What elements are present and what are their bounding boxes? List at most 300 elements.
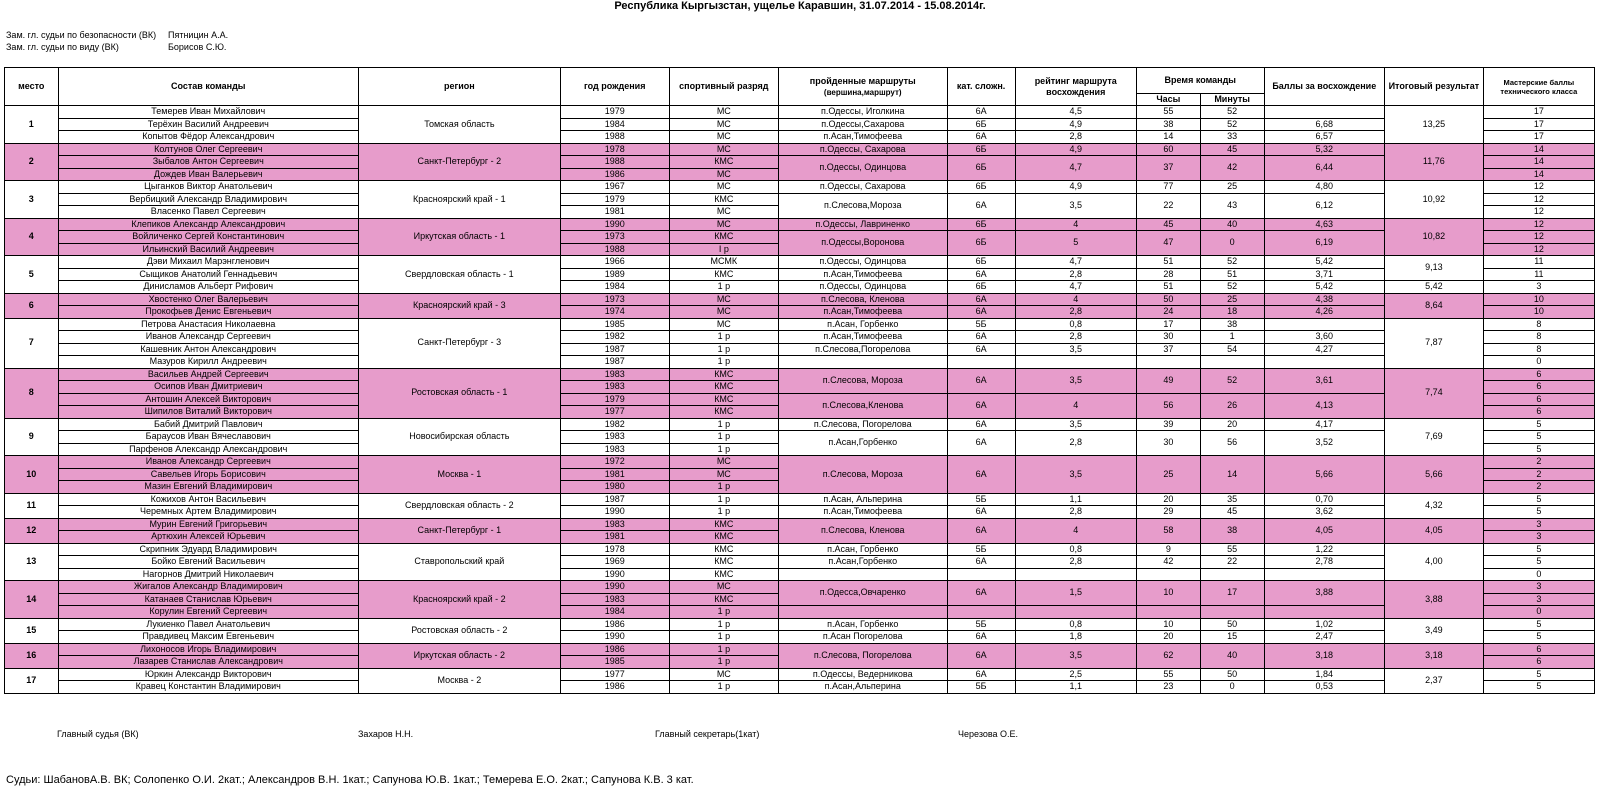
results-body (5, 106, 1595, 694)
member-name-cell: Копытов Фёдор Александрович (58, 131, 359, 144)
deputy-safety-role: Зам. гл. судьи по безопасности (ВК) (6, 30, 157, 40)
total-result-cell: 7,74 (1384, 368, 1483, 418)
hours-cell: 56 (1136, 393, 1200, 418)
birth-year-cell: 1973 (560, 293, 669, 306)
table-row (5, 556, 1595, 569)
table-row (5, 293, 1595, 306)
route-cell: п.Асан,Тимофеева (778, 331, 947, 344)
sport-rank-cell: МС (669, 168, 778, 181)
sport-rank-cell: 1 р (669, 643, 778, 656)
minutes-cell: 25 (1200, 181, 1264, 194)
total-result-cell: 5,66 (1384, 456, 1483, 494)
sport-rank-cell: КМС (669, 593, 778, 606)
hours-cell: 23 (1136, 681, 1200, 694)
birth-year-cell: 1990 (560, 581, 669, 594)
judges-list: Судьи: ШабановА.В. ВК; Солопенко О.И. 2кат.; Александров В.Н. 1кат.; Сапунова Ю.В. 1кат.; Темерева Е.О. 2кат.; Сапунова К.В. 3 кат. (6, 774, 694, 786)
member-name-cell: Скрипник Эдуард Владимирович (58, 543, 359, 556)
sport-rank-cell: КМС (669, 231, 778, 244)
region-cell: Иркутская область - 2 (359, 643, 561, 668)
category-cell: 6А (947, 268, 1015, 281)
master-points-cell: 6 (1483, 381, 1594, 394)
route-cell: п.Одессы,Сахарова (778, 118, 947, 131)
category-cell: 6А (947, 581, 1015, 606)
table-row (5, 268, 1595, 281)
minutes-cell: 38 (1200, 318, 1264, 331)
place-cell: 10 (5, 456, 59, 494)
sport-rank-cell: 1 р (669, 506, 778, 519)
ascent-points-cell: 6,57 (1264, 131, 1384, 144)
member-name-cell: Шипилов Виталий Викторович (58, 406, 359, 419)
master-points-cell: 8 (1483, 318, 1594, 331)
member-name-cell: Мазуров Кирилл Андреевич (58, 356, 359, 369)
route-rating-cell: 4,7 (1015, 156, 1136, 181)
birth-year-cell: 1969 (560, 556, 669, 569)
total-result-cell: 2,37 (1384, 668, 1483, 693)
ascent-points-cell: 1,02 (1264, 618, 1384, 631)
minutes-cell: 50 (1200, 618, 1264, 631)
category-cell: 6Б (947, 231, 1015, 256)
table-row (5, 581, 1595, 594)
route-cell: п.Асан,Тимофеева (778, 506, 947, 519)
sport-rank-cell: МС (669, 293, 778, 306)
category-cell: 6А (947, 556, 1015, 569)
sport-rank-cell: КМС (669, 268, 778, 281)
total-result-cell: 10,92 (1384, 181, 1483, 219)
master-points-cell: 6 (1483, 368, 1594, 381)
hours-cell (1136, 606, 1200, 619)
hours-cell: 37 (1136, 343, 1200, 356)
ascent-points-cell: 3,71 (1264, 268, 1384, 281)
region-cell: Ростовская область - 1 (359, 368, 561, 418)
ascent-points-cell: 3,52 (1264, 431, 1384, 456)
table-row (5, 143, 1595, 156)
route-cell: п.Одесса,Овчаренко (778, 581, 947, 606)
sport-rank-cell: МСМК (669, 256, 778, 269)
ascent-points-cell: 3,88 (1264, 581, 1384, 606)
master-points-cell: 0 (1483, 606, 1594, 619)
minutes-cell: 56 (1200, 431, 1264, 456)
route-rating-cell: 2,8 (1015, 268, 1136, 281)
hours-cell: 38 (1136, 118, 1200, 131)
member-name-cell: Савельев Игорь Борисович (58, 468, 359, 481)
chief-secretary-name: Черезова О.Е. (958, 729, 1019, 739)
table-row (5, 543, 1595, 556)
hours-cell: 10 (1136, 581, 1200, 606)
hours-cell: 29 (1136, 506, 1200, 519)
minutes-cell: 50 (1200, 668, 1264, 681)
member-name-cell: Петрова Анастасия Николаевна (58, 318, 359, 331)
birth-year-cell: 1979 (560, 193, 669, 206)
deputy-safety-name: Пятницин А.А. (168, 30, 229, 40)
category-cell: 6А (947, 418, 1015, 431)
table-row (5, 518, 1595, 531)
master-points-cell: 2 (1483, 468, 1594, 481)
sport-rank-cell: КМС (669, 156, 778, 169)
master-points-cell: 8 (1483, 331, 1594, 344)
route-rating-cell: 4,9 (1015, 118, 1136, 131)
category-cell: 6Б (947, 281, 1015, 294)
hours-cell: 37 (1136, 156, 1200, 181)
hours-cell: 25 (1136, 456, 1200, 494)
hours-cell: 42 (1136, 556, 1200, 569)
route-cell: п.Слесова, Кленова (778, 518, 947, 543)
route-cell: п.Асан,Альперина (778, 681, 947, 694)
sport-rank-cell: МС (669, 306, 778, 319)
minutes-cell: 45 (1200, 506, 1264, 519)
route-rating-cell: 2,8 (1015, 131, 1136, 144)
minutes-cell (1200, 606, 1264, 619)
region-cell: Свердловская область - 1 (359, 256, 561, 294)
table-row (5, 231, 1595, 244)
member-name-cell: Клепиков Александр Александрович (58, 218, 359, 231)
route-rating-cell: 4,5 (1015, 106, 1136, 119)
route-rating-cell: 2,8 (1015, 556, 1136, 569)
route-cell: п.Асан,Тимофеева (778, 306, 947, 319)
col-minutes: Минуты (1200, 94, 1264, 106)
master-points-cell: 11 (1483, 268, 1594, 281)
col-route-rating: рейтинг маршрута восхождения (1015, 68, 1136, 106)
birth-year-cell: 1978 (560, 143, 669, 156)
table-row (5, 618, 1595, 631)
sport-rank-cell: МС (669, 143, 778, 156)
minutes-cell: 52 (1200, 256, 1264, 269)
master-points-cell: 5 (1483, 543, 1594, 556)
birth-year-cell: 1990 (560, 568, 669, 581)
birth-year-cell: 1983 (560, 518, 669, 531)
route-cell: п.Асан,Тимофеева (778, 131, 947, 144)
birth-year-cell: 1983 (560, 443, 669, 456)
hours-cell: 17 (1136, 318, 1200, 331)
route-cell: п.Одессы,Воронова (778, 231, 947, 256)
master-points-cell: 14 (1483, 168, 1594, 181)
master-points-cell: 6 (1483, 406, 1594, 419)
minutes-cell: 52 (1200, 118, 1264, 131)
deputy-kind (6, 42, 226, 52)
birth-year-cell: 1967 (560, 181, 669, 194)
route-cell: п.Слесова,Мороза (778, 193, 947, 218)
hours-cell: 14 (1136, 131, 1200, 144)
member-name-cell: Бараусов Иван Вячеславович (58, 431, 359, 444)
hours-cell: 45 (1136, 218, 1200, 231)
hours-cell (1136, 568, 1200, 581)
col-birth-year: год рождения (560, 68, 669, 106)
category-cell: 5Б (947, 543, 1015, 556)
place-cell: 7 (5, 318, 59, 368)
birth-year-cell: 1983 (560, 368, 669, 381)
master-points-cell: 17 (1483, 106, 1594, 119)
member-name-cell: Черемных Артем Владимирович (58, 506, 359, 519)
route-cell: п.Асан,Горбенко (778, 556, 947, 569)
route-rating-cell: 0,8 (1015, 318, 1136, 331)
col-routes-sub: (вершина,маршрут) (823, 87, 902, 97)
ascent-points-cell: 3,61 (1264, 368, 1384, 393)
hours-cell: 51 (1136, 256, 1200, 269)
master-points-cell: 12 (1483, 181, 1594, 194)
col-hours: Часы (1136, 94, 1200, 106)
category-cell: 6А (947, 506, 1015, 519)
category-cell (947, 356, 1015, 369)
route-rating-cell: 5 (1015, 231, 1136, 256)
member-name-cell: Вербицкий Александр Владимирович (58, 193, 359, 206)
master-points-cell: 10 (1483, 306, 1594, 319)
birth-year-cell: 1986 (560, 618, 669, 631)
sport-rank-cell: 1 р (669, 443, 778, 456)
birth-year-cell: 1979 (560, 106, 669, 119)
route-cell: п.Асан, Альперина (778, 493, 947, 506)
member-name-cell: Мурин Евгений Григорьевич (58, 518, 359, 531)
table-row (5, 631, 1595, 644)
route-cell: п.Асан, Горбенко (778, 543, 947, 556)
ascent-points-cell (1264, 106, 1384, 119)
table-row (5, 318, 1595, 331)
total-result-cell: 13,25 (1384, 106, 1483, 144)
birth-year-cell: 1977 (560, 668, 669, 681)
master-points-cell: 3 (1483, 518, 1594, 531)
minutes-cell: 14 (1200, 456, 1264, 494)
sport-rank-cell: КМС (669, 393, 778, 406)
birth-year-cell: 1990 (560, 631, 669, 644)
ascent-points-cell: 3,60 (1264, 331, 1384, 344)
sport-rank-cell: 1 р (669, 606, 778, 619)
master-points-cell: 8 (1483, 343, 1594, 356)
col-category: кат. сложн. (947, 68, 1015, 106)
master-points-cell: 5 (1483, 631, 1594, 644)
member-name-cell: Цыганков Виктор Анатольевич (58, 181, 359, 194)
col-region: регион (359, 68, 561, 106)
ascent-points-cell: 6,12 (1264, 193, 1384, 218)
sport-rank-cell: МС (669, 106, 778, 119)
birth-year-cell: 1988 (560, 243, 669, 256)
hours-cell: 28 (1136, 268, 1200, 281)
member-name-cell: Нагорнов Дмитрий Николаевич (58, 568, 359, 581)
master-points-cell: 3 (1483, 531, 1594, 544)
minutes-cell: 20 (1200, 418, 1264, 431)
member-name-cell: Лихоносов Игорь Владимирович (58, 643, 359, 656)
sport-rank-cell: МС (669, 318, 778, 331)
member-name-cell: Войличенко Сергей Константинович (58, 231, 359, 244)
route-rating-cell: 4 (1015, 518, 1136, 543)
category-cell: 6Б (947, 156, 1015, 181)
total-result-cell: 8,64 (1384, 293, 1483, 318)
total-result-cell: 7,69 (1384, 418, 1483, 456)
ascent-points-cell: 2,78 (1264, 556, 1384, 569)
birth-year-cell: 1985 (560, 656, 669, 669)
minutes-cell: 40 (1200, 218, 1264, 231)
chief-judge-role: Главный судья (ВК) (57, 729, 139, 739)
sport-rank-cell: КМС (669, 381, 778, 394)
category-cell: 6Б (947, 218, 1015, 231)
member-name-cell: Динисламов Альберт Рифович (58, 281, 359, 294)
table-row (5, 606, 1595, 619)
route-rating-cell: 3,5 (1015, 456, 1136, 494)
birth-year-cell: 1988 (560, 131, 669, 144)
master-points-cell: 0 (1483, 568, 1594, 581)
ascent-points-cell: 2,47 (1264, 631, 1384, 644)
master-points-cell: 6 (1483, 656, 1594, 669)
route-rating-cell: 4 (1015, 393, 1136, 418)
member-name-cell: Терёхин Василий Андреевич (58, 118, 359, 131)
chief-secretary-role: Главный секретарь(1кат) (655, 729, 760, 739)
route-cell: п.Слесова, Мороза (778, 368, 947, 393)
route-cell (778, 356, 947, 369)
member-name-cell: Правдивец Максим Евгеньевич (58, 631, 359, 644)
route-rating-cell: 4,9 (1015, 143, 1136, 156)
route-cell: п.Слесова,Кленова (778, 393, 947, 418)
sport-rank-cell: 1 р (669, 343, 778, 356)
minutes-cell: 26 (1200, 393, 1264, 418)
birth-year-cell: 1982 (560, 331, 669, 344)
route-cell: п.Одессы, Одинцова (778, 256, 947, 269)
master-points-cell: 5 (1483, 431, 1594, 444)
birth-year-cell: 1989 (560, 268, 669, 281)
minutes-cell (1200, 568, 1264, 581)
category-cell: 6А (947, 456, 1015, 494)
total-result-cell: 4,00 (1384, 543, 1483, 581)
minutes-cell: 25 (1200, 293, 1264, 306)
member-name-cell: Лазарев Станислав Александрович (58, 656, 359, 669)
category-cell: 6А (947, 393, 1015, 418)
hours-cell: 30 (1136, 331, 1200, 344)
place-cell: 11 (5, 493, 59, 518)
sport-rank-cell: КМС (669, 368, 778, 381)
minutes-cell: 18 (1200, 306, 1264, 319)
place-cell: 8 (5, 368, 59, 418)
route-cell: п.Одессы, Сахарова (778, 143, 947, 156)
sport-rank-cell: КМС (669, 193, 778, 206)
birth-year-cell: 1990 (560, 218, 669, 231)
route-rating-cell: 4,7 (1015, 281, 1136, 294)
sport-rank-cell: 1 р (669, 493, 778, 506)
birth-year-cell: 1986 (560, 643, 669, 656)
sport-rank-cell: 1 р (669, 356, 778, 369)
route-cell: п.Слесова, Кленова (778, 293, 947, 306)
ascent-points-cell: 6,68 (1264, 118, 1384, 131)
member-name-cell: Артюхин Алексей Юрьевич (58, 531, 359, 544)
place-cell: 12 (5, 518, 59, 543)
birth-year-cell: 1966 (560, 256, 669, 269)
table-row (5, 493, 1595, 506)
master-points-cell: 5 (1483, 556, 1594, 569)
master-points-cell: 12 (1483, 206, 1594, 219)
member-name-cell: Парфенов Александр Александрович (58, 443, 359, 456)
master-points-cell: 11 (1483, 256, 1594, 269)
ascent-points-cell (1264, 606, 1384, 619)
category-cell: 5Б (947, 318, 1015, 331)
birth-year-cell: 1981 (560, 531, 669, 544)
sport-rank-cell: МС (669, 118, 778, 131)
minutes-cell: 55 (1200, 543, 1264, 556)
region-cell: Ростовская область - 2 (359, 618, 561, 643)
route-cell: п.Одессы, Иголкина (778, 106, 947, 119)
master-points-cell: 5 (1483, 668, 1594, 681)
deputy-kind-name: Борисов С.Ю. (168, 42, 227, 52)
total-result-cell: 4,05 (1384, 518, 1483, 543)
region-cell: Санкт-Петербург - 3 (359, 318, 561, 368)
member-name-cell: Дождев Иван Валерьевич (58, 168, 359, 181)
route-rating-cell: 1,1 (1015, 681, 1136, 694)
master-points-cell: 2 (1483, 481, 1594, 494)
minutes-cell: 52 (1200, 281, 1264, 294)
birth-year-cell: 1987 (560, 356, 669, 369)
hours-cell: 62 (1136, 643, 1200, 668)
minutes-cell: 52 (1200, 368, 1264, 393)
minutes-cell: 38 (1200, 518, 1264, 543)
total-result-cell: 10,82 (1384, 218, 1483, 256)
col-ascent-points: Баллы за восхождение (1264, 68, 1384, 106)
region-cell: Свердловская область - 2 (359, 493, 561, 518)
birth-year-cell: 1979 (560, 393, 669, 406)
hours-cell: 20 (1136, 631, 1200, 644)
route-rating-cell (1015, 568, 1136, 581)
master-points-cell: 0 (1483, 356, 1594, 369)
sport-rank-cell: 1 р (669, 281, 778, 294)
member-name-cell: Кашевник Антон Александрович (58, 343, 359, 356)
member-name-cell: Сыщиков Анатолий Геннадьевич (58, 268, 359, 281)
minutes-cell: 15 (1200, 631, 1264, 644)
ascent-points-cell: 5,42 (1264, 281, 1384, 294)
col-place: место (5, 68, 59, 106)
minutes-cell: 43 (1200, 193, 1264, 218)
table-row (5, 418, 1595, 431)
ascent-points-cell: 5,32 (1264, 143, 1384, 156)
master-points-cell: 3 (1483, 581, 1594, 594)
route-cell: п.Слесова, Мороза (778, 456, 947, 494)
member-name-cell: Колтунов Олег Сергеевич (58, 143, 359, 156)
category-cell: 6А (947, 106, 1015, 119)
route-cell (778, 606, 947, 619)
minutes-cell: 35 (1200, 493, 1264, 506)
total-result-cell: 4,32 (1384, 493, 1483, 518)
region-cell: Красноярский край - 1 (359, 181, 561, 219)
hours-cell: 30 (1136, 431, 1200, 456)
sport-rank-cell: КМС (669, 543, 778, 556)
hours-cell: 20 (1136, 493, 1200, 506)
total-result-cell: 7,87 (1384, 318, 1483, 368)
total-result-cell: 9,13 (1384, 256, 1483, 281)
member-name-cell: Лукиенко Павел Анатольевич (58, 618, 359, 631)
master-points-cell: 17 (1483, 118, 1594, 131)
region-cell: Москва - 2 (359, 668, 561, 693)
hours-cell: 55 (1136, 106, 1200, 119)
ascent-points-cell: 5,66 (1264, 456, 1384, 494)
route-rating-cell: 0,8 (1015, 543, 1136, 556)
table-row (5, 256, 1595, 269)
region-cell: Санкт-Петербург - 1 (359, 518, 561, 543)
birth-year-cell: 1980 (560, 481, 669, 494)
place-cell: 2 (5, 143, 59, 181)
route-rating-cell: 3,5 (1015, 193, 1136, 218)
category-cell: 6А (947, 343, 1015, 356)
member-name-cell: Кравец Константин Владимирович (58, 681, 359, 694)
category-cell: 6А (947, 368, 1015, 393)
ascent-points-cell: 5,42 (1264, 256, 1384, 269)
minutes-cell: 40 (1200, 643, 1264, 668)
table-row (5, 193, 1595, 206)
route-rating-cell: 1,5 (1015, 581, 1136, 606)
master-points-cell: 17 (1483, 131, 1594, 144)
region-cell: Томская область (359, 106, 561, 144)
col-team: Состав команды (58, 68, 359, 106)
route-rating-cell: 2,8 (1015, 306, 1136, 319)
category-cell: 6А (947, 518, 1015, 543)
master-points-cell: 5 (1483, 443, 1594, 456)
birth-year-cell: 1988 (560, 156, 669, 169)
category-cell: 6А (947, 193, 1015, 218)
hours-cell: 39 (1136, 418, 1200, 431)
place-cell: 6 (5, 293, 59, 318)
col-sport-rank: спортивный разряд (669, 68, 778, 106)
master-points-cell: 5 (1483, 618, 1594, 631)
